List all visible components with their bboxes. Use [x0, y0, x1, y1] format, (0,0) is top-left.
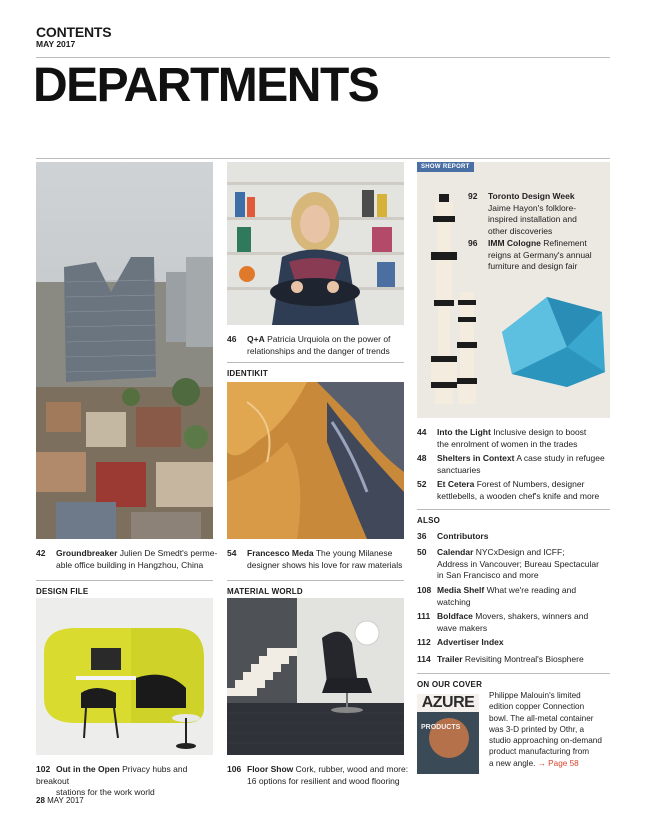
section-material-world: MATERIAL WORLD [227, 587, 303, 596]
entry-title: Advertiser Index [437, 637, 504, 647]
entry-title: Et Cetera [437, 479, 475, 489]
caption-text-cont: relationships and the danger of trends [247, 345, 390, 356]
cover-line: was 3-D printed by Othr, a [489, 724, 585, 734]
entry-title: Calendar [437, 547, 474, 557]
page-number: 50 [417, 547, 427, 557]
cover-line: a new angle. [489, 758, 536, 768]
entry-title: Toronto Design Week [488, 191, 575, 201]
cover-blurb: PRODUCTS [421, 724, 461, 731]
show-report-badge: SHOW REPORT [417, 162, 474, 172]
also-advertiser-index[interactable] [417, 637, 612, 649]
entry-text-cont: watching [437, 596, 471, 607]
section-also: ALSO [417, 516, 441, 525]
toc-entry-et-cetera[interactable] [417, 479, 612, 502]
cover-rule [417, 673, 610, 674]
blue-chair [502, 297, 605, 387]
page-number: 96 [468, 238, 478, 248]
francesco-meda-photo[interactable] [227, 382, 404, 539]
caption-title: Q+A [247, 334, 265, 344]
page-number: 111 [417, 611, 431, 621]
section-on-our-cover: ON OUR COVER [417, 680, 483, 689]
caption-out-in-the-open [36, 764, 218, 799]
entry-text: Revisiting Montreal's Biosphere [464, 654, 584, 664]
entry-title: Shelters in Context [437, 453, 515, 463]
entry-text-cont: in San Francisco and more [437, 570, 539, 580]
page-number: 44 [417, 427, 427, 437]
cover-line: bowl. The all-metal container [489, 713, 594, 723]
entry-title: Media Shelf [437, 585, 485, 595]
totem-left [431, 194, 457, 404]
out-in-open-photo[interactable] [36, 598, 213, 755]
also-calendar[interactable] [417, 547, 612, 582]
page-number: 52 [417, 479, 427, 489]
entry-text: What we're reading and [486, 585, 577, 595]
page-number: 112 [417, 637, 431, 647]
qa-portrait-photo[interactable] [227, 162, 404, 325]
entry-text: Forest of Numbers, designer [476, 479, 585, 489]
show-report-entry-2[interactable] [468, 238, 610, 273]
page-title: DEPARTMENTS [33, 59, 379, 112]
issue-date: MAY 2017 [36, 39, 76, 49]
page-number: 92 [468, 191, 478, 201]
entry-line: inspired installation and [488, 214, 577, 224]
entry-line: Refinement [543, 238, 587, 248]
caption-francesco-meda [227, 548, 409, 571]
contents-label: CONTENTS [36, 24, 112, 40]
page-number: 36 [417, 531, 427, 541]
entry-line: reigns at Germany's annual [488, 249, 592, 260]
caption-text-cont: able office building in Hangzhou, China [56, 559, 204, 570]
also-boldface[interactable] [417, 611, 612, 634]
floor-show-photo[interactable] [227, 598, 404, 755]
entry-text: Movers, shakers, winners and [475, 611, 589, 621]
caption-title: Groundbreaker [56, 548, 118, 558]
caption-text-cont: 16 options for resilient and wood flooring [247, 775, 400, 786]
entry-text: Inclusive design to boost [493, 427, 587, 437]
section-identikit: IDENTIKIT [227, 369, 268, 378]
page-number: 42 [36, 548, 46, 558]
toc-entry-into-the-light[interactable] [417, 427, 612, 450]
footer-date: MAY 2017 [47, 796, 84, 805]
page-number: 48 [417, 453, 427, 463]
entry-text-cont: the enrolment of women in the trades [437, 438, 578, 449]
header-bottom-rule [36, 158, 610, 159]
entry-title: Boldface [437, 611, 473, 621]
page-number: 114 [417, 654, 431, 664]
cover-line: edition copper Connection [489, 702, 585, 712]
show-report-entry-1[interactable] [468, 191, 608, 237]
cover-line: product manufacturing from [489, 747, 590, 757]
caption-text-cont: designer shows his love for raw materials [247, 559, 403, 570]
entry-text-cont: kettlebells, a wooden chef's knife and more [437, 490, 600, 501]
cover-masthead: AZURE [417, 694, 479, 712]
entry-line: Jaime Hayon's folklore- [488, 202, 577, 213]
entry-title: Contributors [437, 531, 489, 541]
entry-text: A case study in refugee [516, 453, 605, 463]
entry-title: Trailer [437, 654, 463, 664]
entry-title: Into the Light [437, 427, 491, 437]
magazine-cover-thumbnail[interactable] [417, 694, 479, 774]
material-world-rule [227, 580, 404, 581]
caption-floor-show [227, 764, 409, 787]
entry-line: other discoveries [488, 225, 553, 236]
caption-text: Cork, rubber, wood and more: [295, 764, 409, 774]
page-number: 106 [227, 764, 242, 774]
entry-text-cont: Address in Vancouver; Bureau Spectacular [437, 558, 599, 569]
caption-text: The young Milanese [315, 548, 393, 558]
page-number: 102 [36, 764, 51, 774]
cover-page-link[interactable]: → Page 58 [537, 758, 579, 768]
entry-text-cont: sanctuaries [437, 464, 481, 475]
page-number: 46 [227, 334, 237, 344]
caption-groundbreaker [36, 548, 218, 571]
page-footer [36, 796, 84, 805]
entry-title: IMM Cologne [488, 238, 541, 248]
toc-entry-shelters[interactable] [417, 453, 612, 476]
totem-right [457, 292, 477, 404]
caption-text: Julien De Smedt's perme- [119, 548, 218, 558]
caption-text-cont: stations for the work world [56, 787, 155, 797]
also-contributors[interactable] [417, 531, 612, 543]
identikit-rule [227, 362, 404, 363]
groundbreaker-photo[interactable] [36, 162, 213, 539]
entry-text-cont: wave makers [437, 622, 488, 633]
entry-line: furniture and design fair [488, 261, 578, 271]
also-media-shelf[interactable] [417, 585, 612, 608]
page-number: 54 [227, 548, 237, 558]
caption-text: Privacy hubs and breakout [36, 764, 188, 786]
section-design-file: DESIGN FILE [36, 587, 89, 596]
caption-title: Out in the Open [56, 764, 120, 774]
caption-title: Francesco Meda [247, 548, 314, 558]
also-rule [417, 509, 610, 510]
caption-qa [227, 334, 407, 357]
footer-page-number: 28 [36, 796, 45, 805]
design-file-rule [36, 580, 213, 581]
caption-title: Floor Show [247, 764, 294, 774]
caption-text: Patricia Urquiola on the power of [267, 334, 391, 344]
cover-line: Philippe Malouin's limited [489, 691, 581, 700]
cover-description [489, 690, 614, 769]
also-trailer[interactable] [417, 654, 612, 666]
page-number: 108 [417, 585, 432, 595]
header-rule [36, 57, 610, 58]
entry-text: NYCxDesign and ICFF; [475, 547, 565, 557]
cover-line: studio approaching on-demand [489, 736, 602, 746]
